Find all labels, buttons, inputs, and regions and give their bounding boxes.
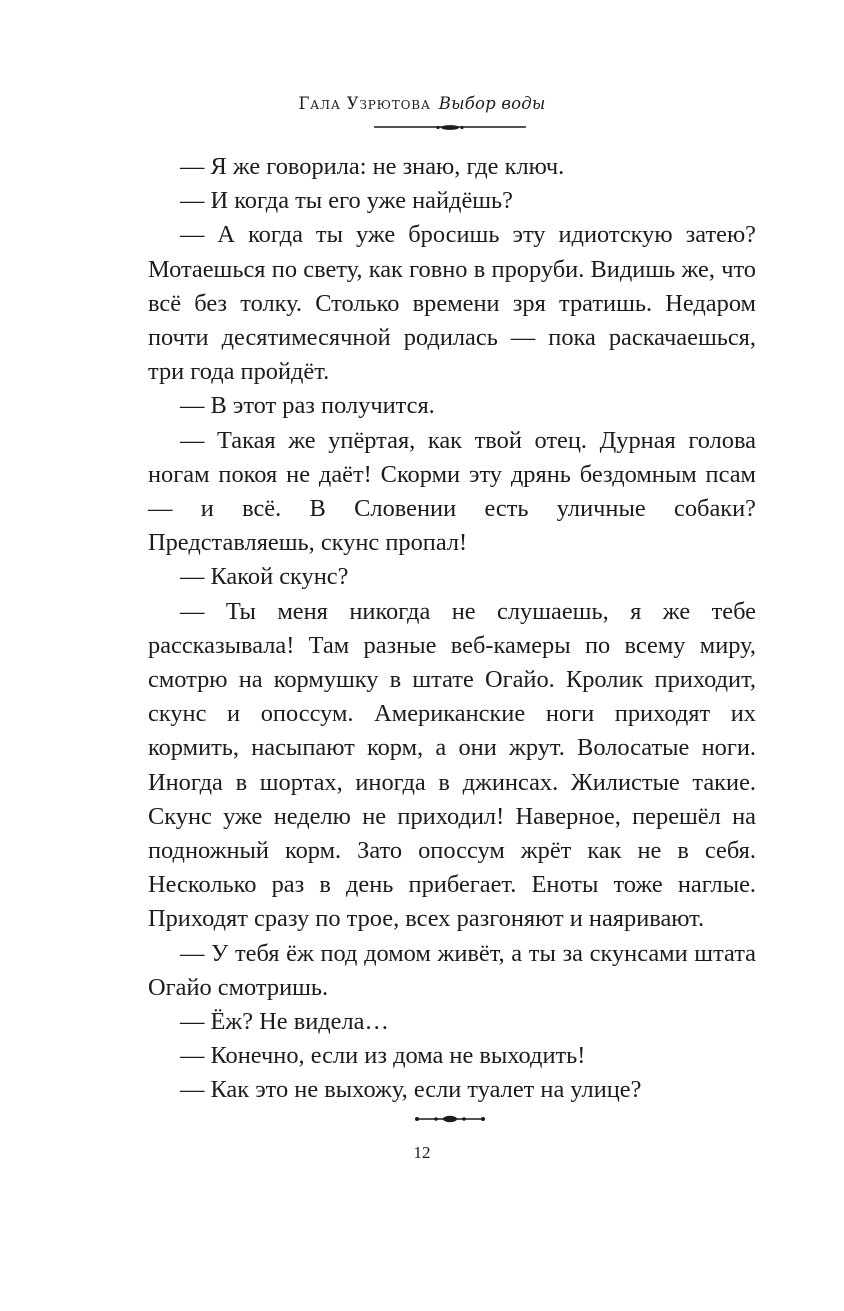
paragraph: — В этот раз получится. bbox=[180, 392, 435, 420]
footer-ornament bbox=[414, 1113, 486, 1125]
paragraph: — Я же говорила: не знаю, где ключ. bbox=[180, 153, 565, 180]
body-text bbox=[148, 150, 756, 1108]
paragraph: — Ты меня никогда не слушаешь, я же тебе рассказывала! Там разные веб-камеры по всему миру, смотрю на кормушку в штате Огайо. Кролик приходит, скунс и опоссум. Американские ноги приходят их кормить, насыпают корм, а они жрут. Волосатые ноги. Иногда в шортах, иногда в джинсах. Жилистые такие. Скунс уже неделю не приходил! Наверное, перешёл на подножный корм. Зато опоссум жрёт как не в себя. Несколько раз в день прибегает. Еноты тоже наглые. Приходят сразу по трое, всех разгоняют и наяривают. bbox=[148, 597, 756, 933]
paragraph: — Как это не выхожу, если туалет на улице? bbox=[180, 1076, 642, 1104]
paragraph: — Такая же упёртая, как твой отец. Дурная голова ногам покоя не даёт! Скорми эту дрянь бездомным псам — и всё. В Словении есть уличные собаки? Представляешь, скунс пропал! bbox=[148, 426, 756, 557]
running-header bbox=[0, 94, 844, 113]
paragraph: — Ёж? Не видела… bbox=[180, 1008, 389, 1036]
header-rule-ornament bbox=[374, 121, 526, 133]
paragraph: — И когда ты его уже найдёшь? bbox=[180, 187, 514, 215]
paragraph: — Конечно, если из дома не выходить! bbox=[180, 1042, 586, 1070]
paragraph: — У тебя ёж под домом живёт, а ты за скунсами штата Огайо смотришь. bbox=[148, 939, 756, 1001]
paragraph: — А когда ты уже бросишь эту идиотскую затею? Мотаешься по свету, как говно в проруби. Видишь же, что всё без толку. Столько времени зря тратишь. Недаром почти десятимесячной родилась — пока раскачаешься, три года пройдёт. bbox=[148, 221, 756, 386]
paragraph: — Какой скунс? bbox=[180, 563, 349, 591]
header-book-title: Выбор воды bbox=[438, 94, 546, 113]
page-number: 12 bbox=[413, 1143, 431, 1162]
header-author: Гала Узрютова bbox=[298, 94, 431, 113]
